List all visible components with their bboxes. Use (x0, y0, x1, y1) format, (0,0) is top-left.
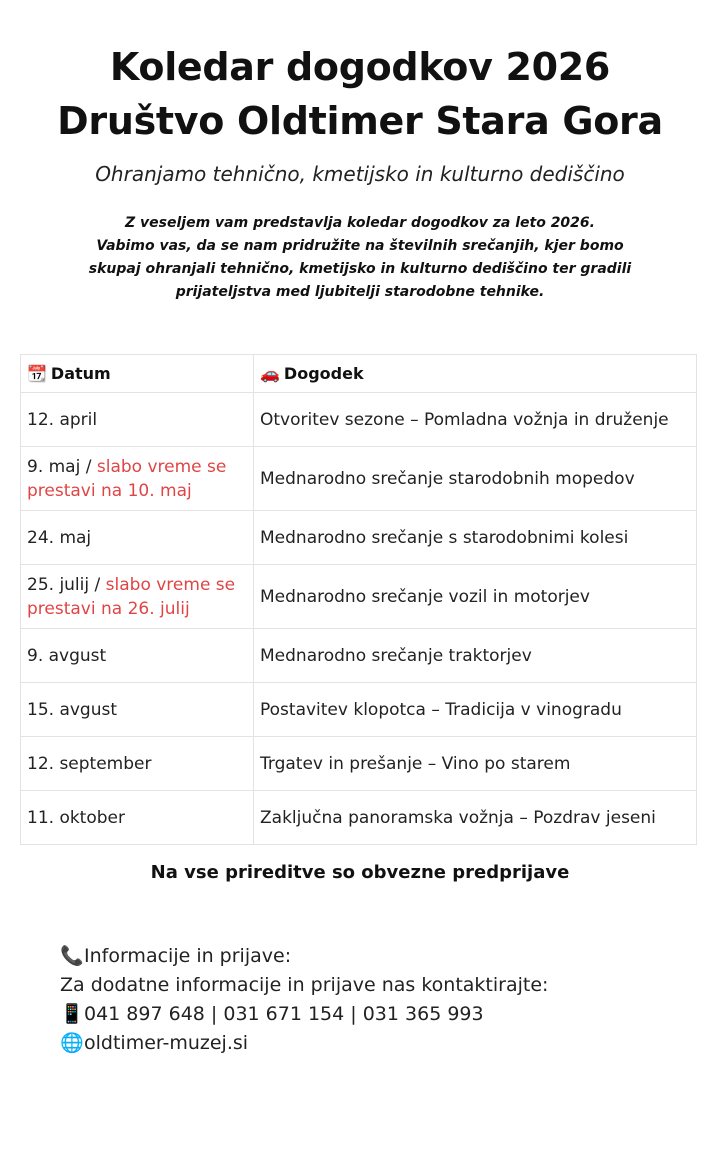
calendar-icon: 📆 (27, 364, 47, 383)
event-date (21, 683, 254, 737)
intro-line: skupaj ohranjali tehnično, kmetijsko in kulturno dediščino ter gradili (88, 261, 632, 277)
title-line-2: Društvo Oldtimer Stara Gora (57, 99, 663, 143)
page-title (0, 0, 720, 148)
event-date (21, 791, 254, 845)
date-text: 24. maj (27, 527, 92, 548)
mobile-phone-icon: 📱 (60, 1003, 84, 1025)
intro-line: prijateljstva med ljubitelji starodobne tehnike. (175, 284, 545, 300)
event-name: Mednarodno srečanje s starodobnimi kolesi (254, 511, 697, 565)
table-row (21, 565, 697, 629)
table-row (21, 629, 697, 683)
car-icon: 🚗 (260, 364, 280, 383)
weather-note: slabo vreme se prestavi na 26. julij (27, 574, 236, 619)
globe-icon: 🌐 (60, 1032, 84, 1054)
events-table (20, 354, 697, 845)
date-header-label: Datum (50, 364, 111, 383)
event-date (21, 565, 254, 629)
event-date (21, 629, 254, 683)
phone-numbers: 041 897 648 | 031 671 154 | 031 365 993 (84, 1003, 484, 1025)
contact-text: Za dodatne informacije in prijave nas kontaktirajte: (60, 974, 549, 996)
table-row (21, 447, 697, 511)
website-link[interactable]: oldtimer-muzej.si (84, 1032, 249, 1054)
contact-heading-text: Informacije in prijave: (84, 945, 292, 967)
table-header-row (21, 355, 697, 393)
event-name: Trgatev in prešanje – Vino po starem (254, 737, 697, 791)
intro-line: Vabimo vas, da se nam pridružite na številnih srečanjih, kjer bomo (96, 238, 624, 254)
table-row (21, 791, 697, 845)
event-name: Postavitev klopotca – Tradicija v vinogradu (254, 683, 697, 737)
date-text: 9. maj / (27, 456, 97, 477)
contact-heading (60, 942, 548, 971)
event-name: Mednarodno srečanje starodobnih mopedov (254, 447, 697, 511)
table-row (21, 683, 697, 737)
table-row (21, 511, 697, 565)
intro-text (70, 212, 650, 304)
event-date (21, 393, 254, 447)
event-column-header (254, 355, 697, 393)
date-text: 12. april (27, 409, 98, 430)
event-name: Mednarodno srečanje vozil in motorjev (254, 565, 697, 629)
date-text: 25. julij / (27, 574, 106, 595)
registration-notice: Na vse prireditve so obvezne predprijave (150, 862, 570, 883)
date-column-header (21, 355, 254, 393)
contact-website (60, 1029, 548, 1058)
date-text: 11. oktober (27, 807, 125, 828)
event-name: Mednarodno srečanje traktorjev (254, 629, 697, 683)
date-text: 9. avgust (27, 645, 107, 666)
subtitle: Ohranjamo tehnično, kmetijsko in kulturno dediščino (95, 162, 625, 186)
intro-line: Z veseljem vam predstavlja koledar dogodkov za leto 2026. (125, 215, 595, 231)
date-text: 12. september (27, 753, 152, 774)
table-row (21, 737, 697, 791)
contact-phones (60, 1000, 548, 1029)
title-line-1: Koledar dogodkov 2026 (109, 45, 611, 89)
contact-section (60, 942, 548, 1058)
event-name: Zaključna panoramska vožnja – Pozdrav jeseni (254, 791, 697, 845)
event-date (21, 447, 254, 511)
table-row (21, 393, 697, 447)
weather-note: slabo vreme se prestavi na 10. maj (27, 456, 227, 501)
event-date (21, 737, 254, 791)
event-header-label: Dogodek (283, 364, 364, 383)
event-date (21, 511, 254, 565)
event-name: Otvoritev sezone – Pomladna vožnja in druženje (254, 393, 697, 447)
date-text: 15. avgust (27, 699, 118, 720)
phone-icon: 📞 (60, 945, 84, 967)
